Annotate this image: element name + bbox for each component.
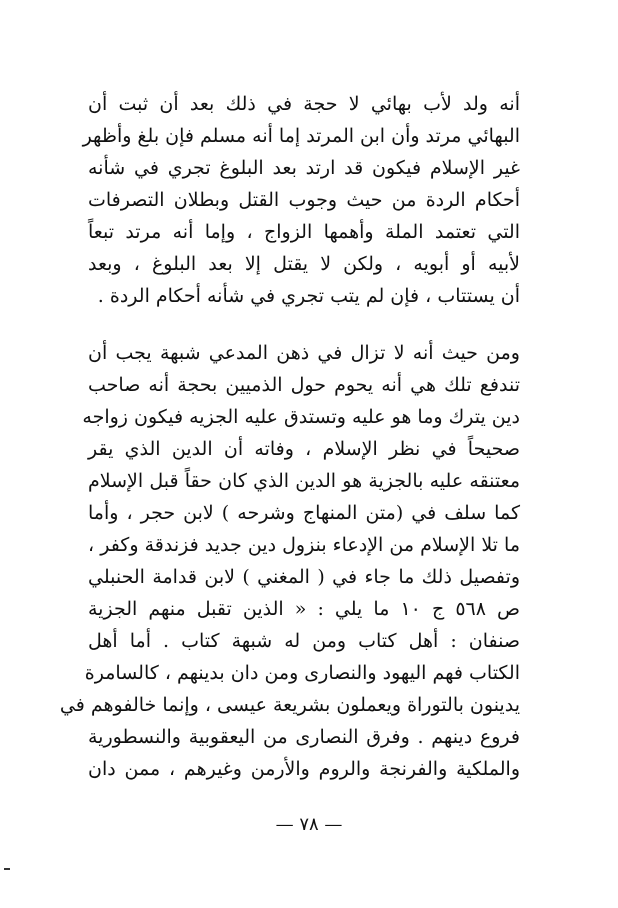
text-line: معتنقه عليه بالجزية هو الدين الذي كان حقاً قبل الإسلام — [88, 470, 520, 492]
text-line: والملكية والفرنجة والروم والأرمن وغيرهم ، ممن دان — [88, 758, 520, 780]
scan-edge-mark — [4, 868, 10, 870]
text-line: ص ٥٦٨ ج ١٠ ما يلي : « الذين تقبل منهم الجزية — [88, 598, 521, 620]
text-line: دين يترك وما هو عليه وتستدق عليه الجزيه فيكون زواجه — [82, 406, 520, 428]
text-line: صحيحاً في نظر الإسلام ، وفاته أن الدين الذي يقر — [88, 438, 520, 460]
page-number-label: — ٧٨ — — [275, 814, 343, 835]
text-line: التي تعتمد الملة وأهمها الزواج ، وإما أنه مرتد تبعاً — [88, 221, 520, 243]
text-line: تندفع تلك هي أنه يحوم حول الذميين بحجة أنه صاحب — [88, 374, 520, 396]
text-line: لأبيه أو أبويه ، ولكن لا يقتل إلا بعد البلوغ ، وبعد — [88, 253, 520, 275]
paragraph-2 — [59, 337, 521, 785]
text-line: البهائي مرتد وأن ابن المرتد إما أنه مسلم فإن بلغ وأظهر — [82, 125, 520, 147]
text-line: أحكام الردة من حيث وجوب القتل وبطلان التصرفات — [88, 189, 520, 211]
text-line: ما تلا الإسلام من الإدعاء بنزول دين جديد فزندقة وكفر ، — [88, 534, 520, 556]
text-line: فروع دينهم . وفرق النصارى من اليعقوبية والنسطورية — [88, 726, 520, 748]
page-number — [0, 814, 618, 835]
text-line: أنه ولد لأب بهائي لا حجة في ذلك بعد أن ثبت أن — [88, 93, 520, 115]
text-line: الكتاب فهم اليهود والنصارى ومن دان بدينهم ، كالسامرة — [84, 662, 520, 684]
paragraph-1 — [82, 88, 520, 312]
text-line: ومن حيث أنه لا تزال في ذهن المدعي شبهة يجب أن — [88, 342, 520, 364]
text-line: صنفان : أهل كتاب ومن له شبهة كتاب . أما أهل — [88, 630, 520, 652]
text-line: وتفصيل ذلك ما جاء في ( المغني ) لابن قدامة الحنبلي — [88, 566, 520, 588]
text-line: كما سلف في (متن المنهاج وشرحه ) لابن حجر ، وأما — [88, 502, 520, 524]
text-line: يدينون بالتوراة ويعملون بشريعة عيسى ، وإنما خالفوهم في — [59, 694, 520, 716]
text-line: أن يستتاب ، فإن لم يتب تجري في شأنه أحكام الردة . — [97, 285, 520, 307]
text-line: غير الإسلام فيكون قد ارتد بعد البلوغ تجري في شأنه — [88, 157, 520, 179]
